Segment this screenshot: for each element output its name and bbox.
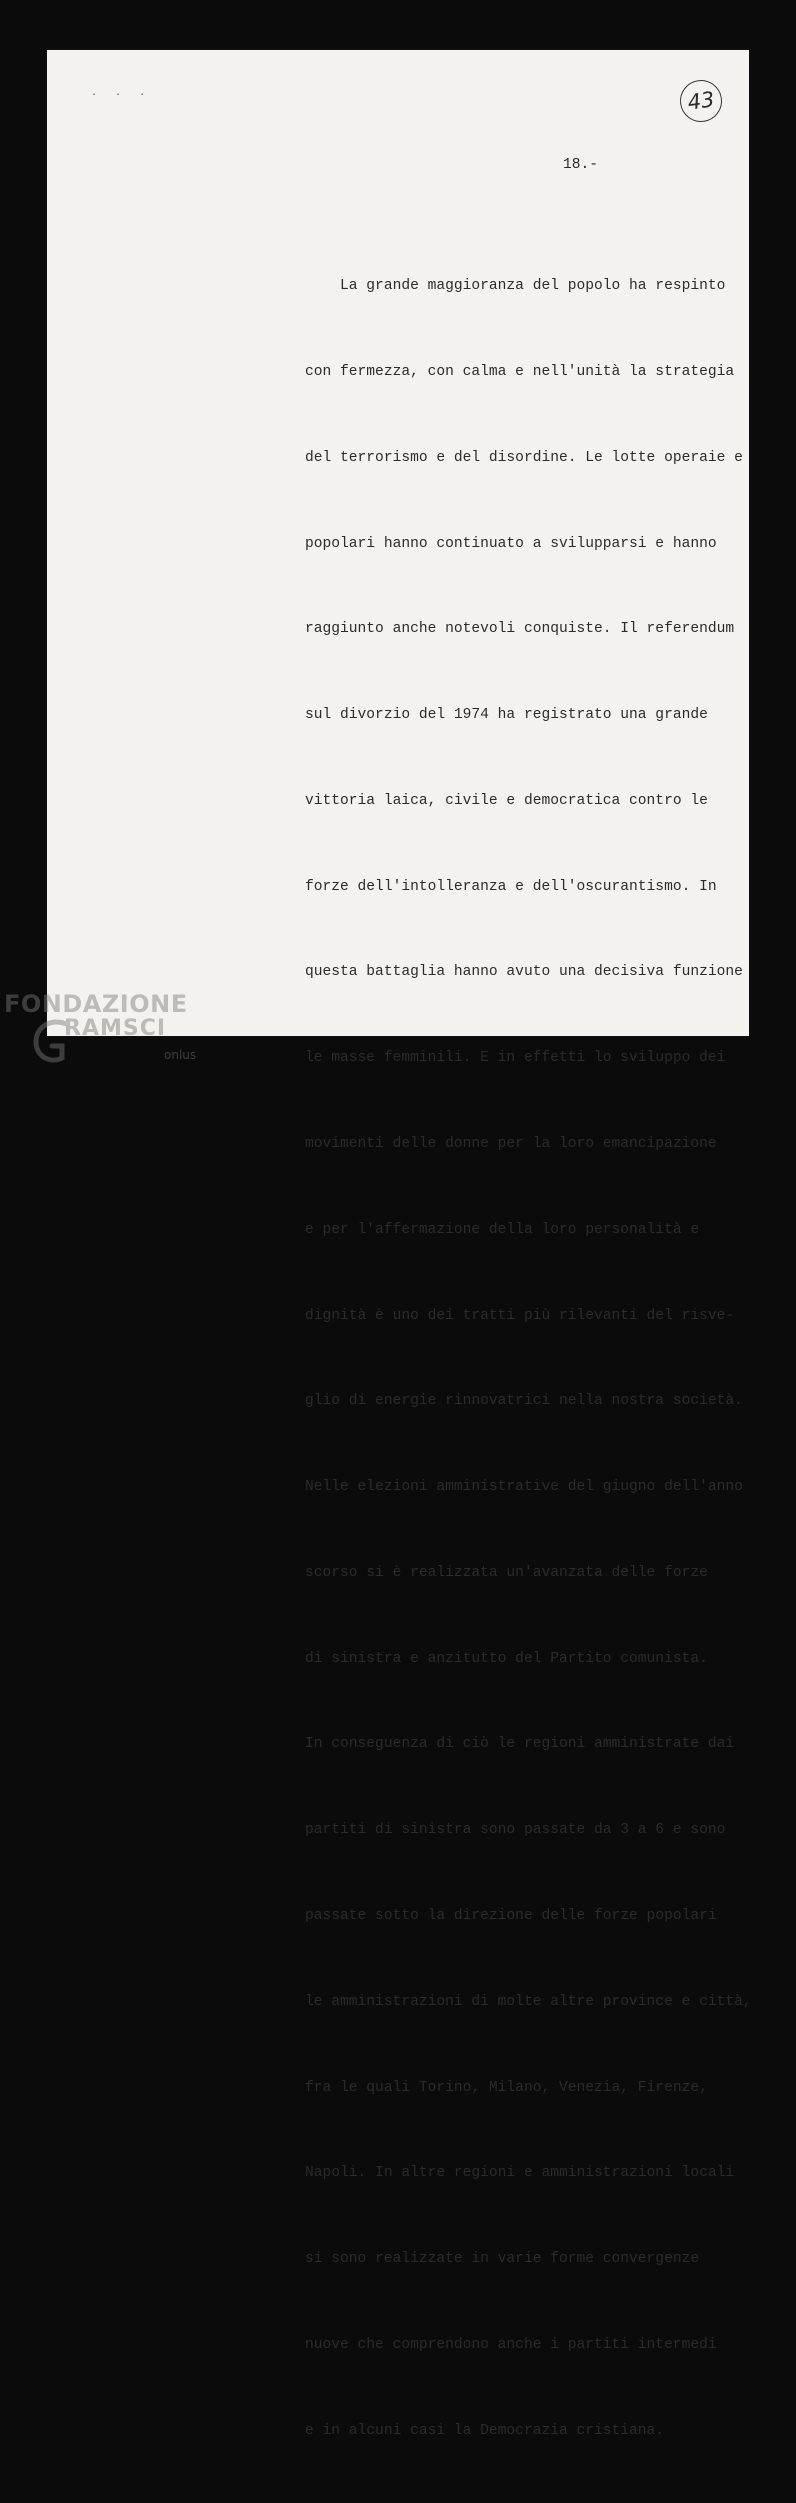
text-line: La grande maggioranza del popolo ha respinto [305, 278, 726, 295]
text-line: questa battaglia hanno avuto una decisiva funzione [305, 964, 743, 981]
text-line: le amministrazioni di molte altre province e città, [305, 1993, 752, 2010]
text-line: fra le quali Torino, Milano, Venezia, Firenze, [305, 2079, 708, 2096]
text-line: si sono realizzate in varie forme convergenze [305, 2251, 700, 2268]
watermark-line2: RAMSCI [64, 1016, 167, 1041]
watermark-line3: onlus [164, 1048, 197, 1062]
folio-mark: 43 [677, 77, 724, 124]
page-number: 18.- [563, 157, 599, 173]
text-line: Nelle elezioni amministrative del giugno dell'anno [305, 1479, 743, 1496]
text-line: le masse femminili. E in effetti lo sviluppo dei [305, 1050, 726, 1067]
text-line: di sinistra e anzitutto del Partito comunista. [305, 1650, 708, 1667]
text-line: forze dell'intolleranza e dell'oscurantismo. In [305, 878, 717, 895]
body-text [305, 215, 755, 2503]
text-line: raggiunto anche notevoli conquiste. Il referendum [305, 621, 735, 638]
text-line: del terrorismo e del disordine. Le lotte operaie e [305, 449, 743, 466]
text-line: vittoria laica, civile e democratica contro le [305, 792, 708, 809]
text-line: dignità è uno dei tratti più rilevanti del risve- [305, 1307, 735, 1324]
text-line: con fermezza, con calma e nell'unità la strategia [305, 363, 735, 380]
paper-specks: . . . [91, 87, 152, 98]
text-line: e per l'affermazione della loro personalità e [305, 1221, 700, 1238]
watermark-logo [4, 990, 204, 1075]
text-line: nuove che comprendono anche i partiti intermedi [305, 2336, 717, 2353]
text-line: scorso si è realizzata un'avanzata delle forze [305, 1564, 708, 1581]
text-line: glio di energie rinnovatrici nella nostra società. [305, 1393, 743, 1410]
text-line: sul divorzio del 1974 ha registrato una grande [305, 707, 708, 724]
text-line: movimenti delle donne per la loro emancipazione [305, 1136, 717, 1152]
text-line: passate sotto la direzione delle forze popolari [305, 1908, 717, 1925]
text-line: In conseguenza di ciò le regioni amministrate dai [305, 1736, 735, 1753]
watermark-line1: FONDAZIONE [4, 990, 188, 1018]
text-line: Napoli. In altre regioni e amministrazioni locali [305, 2165, 735, 2182]
text-line: partiti di sinistra sono passate da 3 a 6 e sono [305, 1822, 726, 1839]
text-line: e in alcuni casi la Democrazia cristiana. [305, 2422, 665, 2439]
text-line: popolari hanno continuato a svilupparsi e hanno [305, 535, 717, 552]
